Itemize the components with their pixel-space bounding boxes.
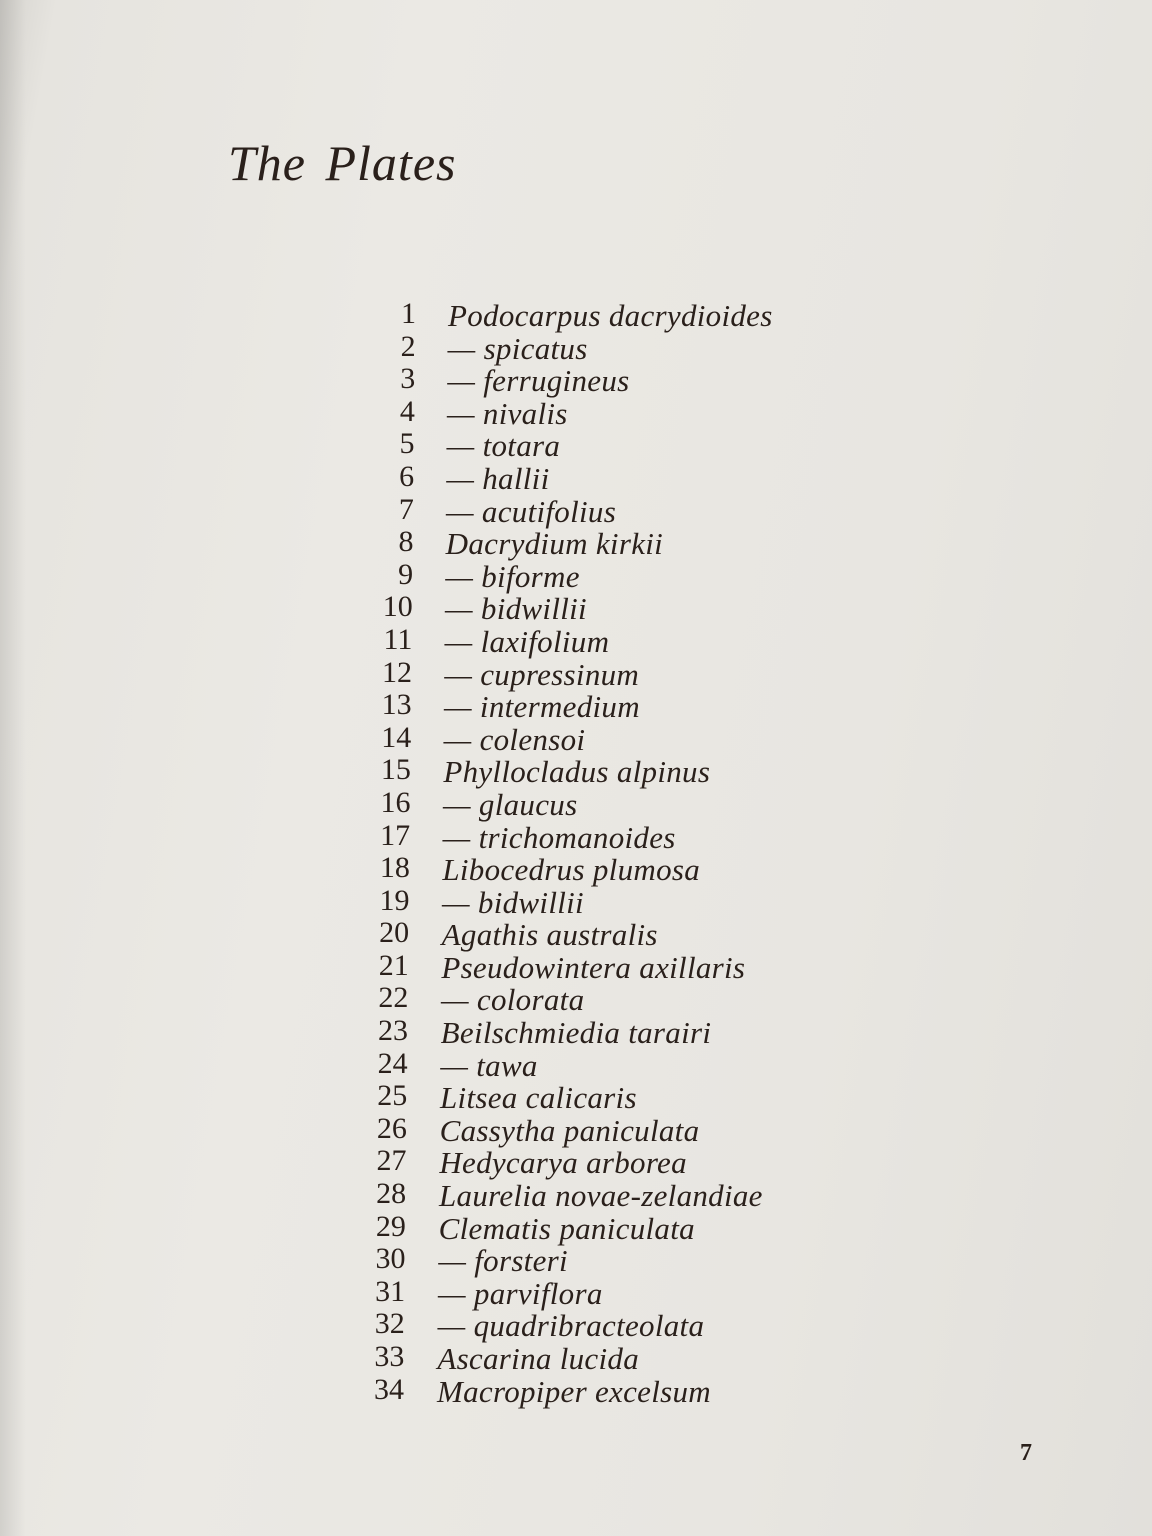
- plate-row: [0, 1242, 1152, 1279]
- plate-row: [0, 820, 1152, 853]
- plate-row: [0, 559, 1152, 592]
- plate-species-name: Agathis australis: [441, 917, 658, 953]
- plate-species-name: — glaucus: [443, 786, 578, 822]
- plate-row: [0, 851, 1152, 888]
- plate-species-name: — spicatus: [447, 330, 588, 366]
- plate-row: [0, 1014, 1152, 1051]
- plate-row: [0, 916, 1152, 953]
- plate-row: [0, 1079, 1152, 1116]
- page-title: The Plates: [228, 135, 457, 191]
- plate-number: 33: [374, 1340, 405, 1373]
- plate-species-name: Ascarina lucida: [437, 1341, 639, 1376]
- page-number: 7: [1020, 1440, 1032, 1466]
- plate-number: 19: [379, 883, 410, 917]
- plate-number: 3: [400, 362, 416, 396]
- plate-species-name: Libocedrus plumosa: [442, 852, 701, 888]
- plate-row: [0, 722, 1152, 755]
- plate-number: 28: [376, 1177, 407, 1211]
- plate-row: [0, 1211, 1152, 1244]
- plate-species-name: Litsea calicaris: [440, 1080, 637, 1116]
- plate-row: [0, 362, 1152, 399]
- plate-number: 6: [399, 459, 415, 493]
- plate-number: 32: [374, 1307, 405, 1341]
- plate-species-name: — bidwillii: [445, 591, 587, 627]
- plate-species-name: — totara: [446, 428, 561, 464]
- plate-species-name: — parviflora: [438, 1275, 603, 1311]
- plate-number: 20: [379, 916, 410, 950]
- plate-number: 16: [380, 785, 411, 819]
- plate-number: 12: [382, 655, 412, 689]
- plate-row: [0, 885, 1152, 918]
- plate-number: 2: [400, 329, 416, 363]
- plate-row: [0, 396, 1152, 429]
- plate-row: [0, 1113, 1152, 1146]
- plate-list: [0, 297, 1152, 1409]
- plate-species-name: — acutifolius: [446, 493, 617, 529]
- plate-species-name: — biforme: [445, 558, 580, 594]
- plate-number: 29: [375, 1209, 406, 1243]
- plate-species-name: Dacrydium kirkii: [445, 526, 664, 562]
- plate-row: [0, 525, 1152, 562]
- plate-species-name: — trichomanoides: [442, 819, 676, 855]
- plate-row: [0, 1144, 1152, 1181]
- plate-number: 11: [383, 622, 413, 656]
- plate-row: [0, 331, 1152, 364]
- plate-species-name: — nivalis: [447, 395, 568, 431]
- plate-row: [0, 1307, 1152, 1344]
- plate-number: 22: [378, 981, 409, 1015]
- plate-species-name: Phyllocladus alpinus: [443, 754, 711, 790]
- plate-species-name: Podocarpus dacrydioides: [448, 298, 773, 333]
- plate-row: [0, 298, 1152, 331]
- plate-row: [0, 427, 1152, 464]
- plate-number: 8: [398, 525, 414, 559]
- plate-row: [0, 1276, 1152, 1309]
- plate-row: [0, 787, 1152, 820]
- plate-number: 15: [380, 753, 411, 787]
- plate-species-name: — intermedium: [444, 689, 640, 725]
- plate-species-name: Macropiper excelsum: [437, 1373, 711, 1409]
- plate-row: [0, 657, 1152, 690]
- plate-row: [0, 624, 1152, 657]
- plate-species-name: — colorata: [441, 982, 585, 1018]
- plate-species-name: Pseudowintera axillaris: [441, 949, 746, 985]
- plate-number: 30: [375, 1242, 406, 1276]
- plate-species-name: — bidwillii: [442, 884, 584, 920]
- plate-number: 1: [401, 297, 416, 330]
- plate-species-name: — quadribracteolata: [437, 1308, 705, 1344]
- plate-number: 25: [377, 1079, 408, 1113]
- plate-row: [0, 950, 1152, 983]
- plate-species-name: — cupressinum: [444, 656, 640, 692]
- plate-number: 21: [378, 948, 409, 982]
- plate-row: [0, 590, 1152, 627]
- plate-row: [0, 1341, 1152, 1374]
- plate-number: 7: [398, 492, 414, 526]
- plate-number: 17: [380, 818, 411, 852]
- plate-species-name: — ferrugineus: [447, 363, 630, 399]
- plate-number: 5: [399, 427, 415, 461]
- plate-species-name: Cassytha paniculata: [439, 1112, 700, 1148]
- plate-row: [0, 1374, 1152, 1407]
- plate-row: [0, 1048, 1152, 1081]
- plate-number: 27: [376, 1144, 407, 1178]
- plate-number: 31: [375, 1274, 406, 1308]
- plate-species-name: — tawa: [440, 1047, 538, 1083]
- plate-row: [0, 688, 1152, 725]
- plate-species-name: Clematis paniculata: [438, 1210, 695, 1246]
- plate-row: [0, 1177, 1152, 1214]
- plate-number: 14: [381, 720, 412, 754]
- plate-row: [0, 753, 1152, 790]
- plate-number: 4: [399, 394, 415, 428]
- plate-species-name: Beilschmiedia tarairi: [440, 1015, 712, 1051]
- plate-species-name: — forsteri: [438, 1243, 568, 1279]
- plate-number: 13: [381, 688, 412, 722]
- plate-number: 9: [398, 557, 414, 591]
- plate-species-name: — colensoi: [443, 721, 586, 757]
- plate-row: [0, 461, 1152, 494]
- plate-species-name: — hallii: [446, 460, 550, 496]
- plate-species-name: — laxifolium: [444, 623, 610, 659]
- plate-row: [0, 981, 1152, 1018]
- plate-species-name: Laurelia novae-zelandiae: [439, 1178, 763, 1214]
- plate-row: [0, 494, 1152, 527]
- plate-number: 26: [376, 1111, 407, 1145]
- plate-number: 34: [374, 1372, 404, 1406]
- plate-number: 24: [377, 1046, 408, 1080]
- plate-number: 18: [379, 851, 410, 885]
- plate-number: 10: [382, 590, 413, 624]
- plate-species-name: Hedycarya arborea: [439, 1145, 687, 1181]
- plate-number: 23: [378, 1014, 408, 1048]
